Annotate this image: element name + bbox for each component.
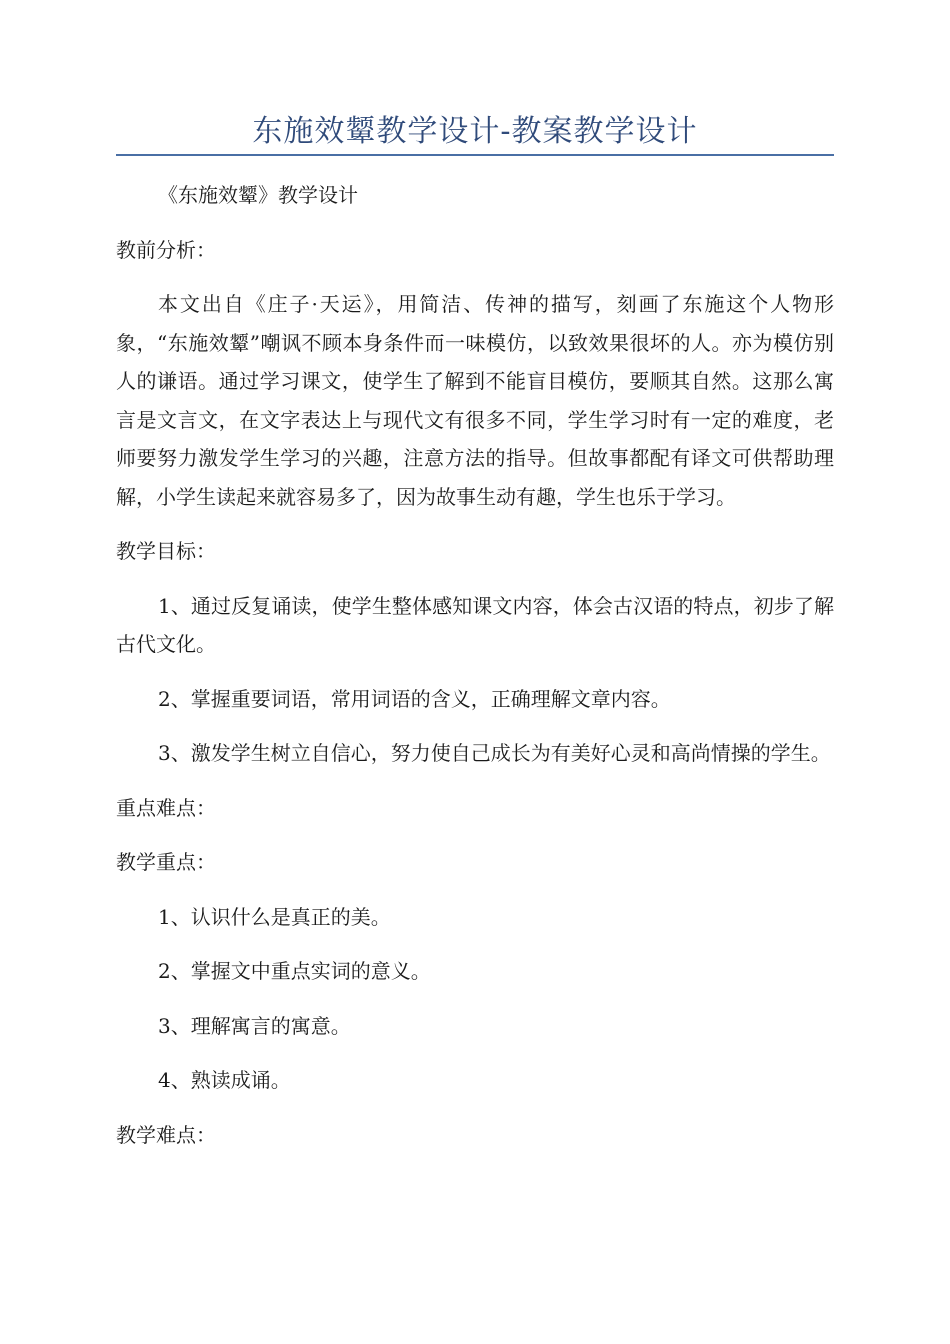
heading-key-difficult: 重点难点： [116,795,216,820]
document-title: 东施效颦教学设计-教案教学设计 [252,114,698,149]
title-underline [116,154,834,156]
key-point-1: 1、认识什么是真正的美。 [158,904,391,929]
key-point-4: 4、熟读成诵。 [158,1068,291,1092]
document-body [116,176,834,1154]
heading-pre-analysis: 教前分析： [116,237,216,262]
objective-item-2: 2、掌握重要词语，常用词语的含义，正确理解文章内容。 [158,686,671,711]
objective-item-3: 3、激发学生树立自信心，努力使自己成长为有美好心灵和高尚情操的学生。 [158,741,831,765]
paragraph-subtitle: 《东施效颦》教学设计 [158,183,358,207]
heading-key-points: 教学重点： [116,850,216,874]
heading-objectives: 教学目标： [116,539,216,563]
heading-difficulties: 教学难点： [116,1122,216,1147]
key-point-3: 3、理解寓言的寓意。 [158,1013,351,1038]
paragraph-analysis: 本文出自《庄子·天运》，用简洁、传神的描写，刻画了东施这个人物形象，“东施效颦”嘲讽不顾本身条件而一味模仿，以致效果很坏的人。亦为模仿别人的谦语。通过学习课文，使学生了解到不能盲目模仿，要顺其自然。这那么寓言是文言文，在文字表达上与现代文有很多不同，学生学习时有一定的难度，老师要努力激发学生学习的兴趣，注意方法的指导。但故事都配有译文可供帮助理解，小学生读起来就容易多了，因为故事生动有趣，学生也乐于学习。 [116,292,834,509]
objective-item-1: 1、通过反复诵读，使学生整体感知课文内容，体会古汉语的特点，初步了解古代文化。 [116,593,834,656]
key-point-2: 2、掌握文中重点实词的意义。 [158,959,431,983]
